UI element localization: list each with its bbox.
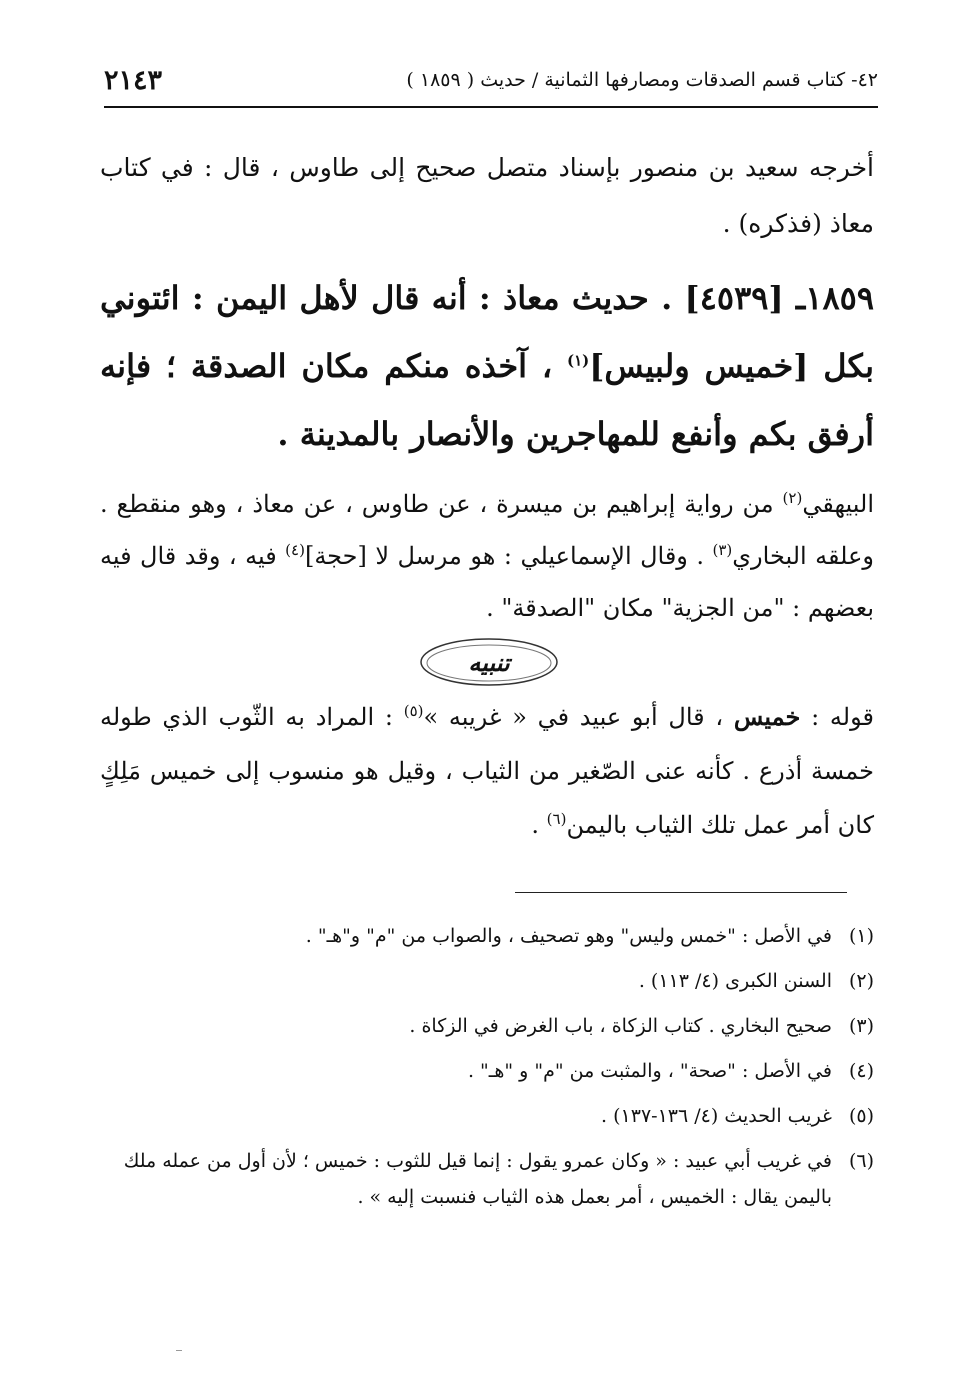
takhrij-part1: البيهقي (802, 490, 874, 518)
footnote-ref-2[interactable]: (٢) (782, 489, 803, 507)
footnote-item (100, 914, 874, 959)
tanbih-label: تنبيه (468, 647, 510, 677)
footnote-ref-6[interactable]: (٦) (546, 810, 567, 828)
footnote-text: في الأصل : "خمس وليس" وهو تصحيف ، والصواب من "م" و"هـ" . (305, 925, 832, 947)
footnote-item (100, 1094, 874, 1139)
takhrij-paragraph (100, 478, 874, 634)
note-paragraph (100, 690, 874, 852)
footnote-item (100, 959, 874, 1004)
footnote-number: (٥) (848, 1105, 874, 1127)
footnote-ref-1[interactable]: (١) (566, 351, 590, 370)
takhrij-part4: فيه ، وقد قال فيه بعضهم : "من الجزية" مكان "الصدقة" . (100, 542, 874, 622)
tanbih-badge (417, 633, 561, 691)
footnote-number: (٦) (848, 1150, 874, 1172)
intro-paragraph (100, 140, 874, 252)
footnote-ref-5[interactable]: (٥) (403, 702, 424, 720)
hadith-number: ١٨٥٩ـ [٤٥٣٩] . (661, 279, 874, 317)
footnote-text: في غريب أبي عبيد : « وكان عمرو يقول : إنما قيل للثوب : خميس ؛ لأن أول من عمله ملك باليمن يقال : الخميس ، أمر بعمل هذه الثياب فنسبت إليه » . (123, 1150, 832, 1208)
note-part3: : المراد به الثّوب الذي طوله خمسة أذرع . كأنه عنى الصّغير من الثياب ، وقيل هو منسوب إلى خميس مَلِكٍ كان أمر عمل تلك الثياب باليمن (100, 703, 875, 839)
note-part4: . (531, 811, 540, 839)
footnote-number: (٤) (848, 1060, 874, 1082)
footnote-item (100, 1049, 874, 1094)
footnote-item (100, 1004, 874, 1049)
footnote-text: السنن الكبرى (٤/ ١١٣) . (638, 970, 832, 992)
footnote-ref-3[interactable]: (٣) (712, 541, 733, 559)
footnotes (100, 914, 874, 1215)
hadith-text (100, 264, 874, 468)
footnote-text: في الأصل : "صحة" ، والمثبت من "م" و "هـ" . (467, 1060, 832, 1082)
chapter-title: ٤٢- كتاب قسم الصدقات ومصارفها الثمانية / حديث ( ١٨٥٩ ) (406, 69, 878, 91)
page-number: ٢١٤٣ (104, 64, 163, 96)
footnote-divider (515, 892, 847, 893)
takhrij-part2: من رواية إبراهيم بن ميسرة ، عن طاوس ، عن معاذ ، وهو منقطع . وعلقه البخاري (100, 490, 875, 570)
scan-mark (176, 1350, 182, 1351)
footnote-number: (٣) (848, 1015, 874, 1037)
note-part2: ، قال أبو عبيد في « غريبه » (423, 703, 724, 731)
footnote-text: صحيح البخاري . كتاب الزكاة ، باب الغرض في الزكاة . (409, 1015, 832, 1037)
header-divider (104, 106, 878, 108)
footnote-number: (١) (848, 925, 874, 947)
footnote-number: (٢) (848, 970, 874, 992)
intro-text: أخرجه سعيد بن منصور بإسناد متصل صحيح إلى طاوس ، قال : في كتاب معاذ (فذكره) . (100, 153, 874, 238)
note-part1: قوله : (811, 703, 874, 731)
note-keyword: خميس (733, 702, 801, 731)
footnote-text: غريب الحديث (٤/ ١٣٦-١٣٧) . (601, 1105, 832, 1127)
hadith-body-part1: حديث معاذ : أنه قال لأهل اليمن : ائتوني بكل [خميس ولبيس] (100, 279, 875, 385)
footnote-ref-4[interactable]: (٤) (285, 541, 305, 559)
running-header (104, 58, 878, 102)
takhrij-part3: . وقال الإسماعيلي : هو مرسل لا [حجة] (304, 542, 704, 570)
footnote-item (100, 1139, 874, 1215)
hadith-body-part2: ، آخذه منكم مكان الصدقة ؛ فإنه أرفق بكم وأنفع للمهاجرين والأنصار بالمدينة . (100, 347, 874, 453)
